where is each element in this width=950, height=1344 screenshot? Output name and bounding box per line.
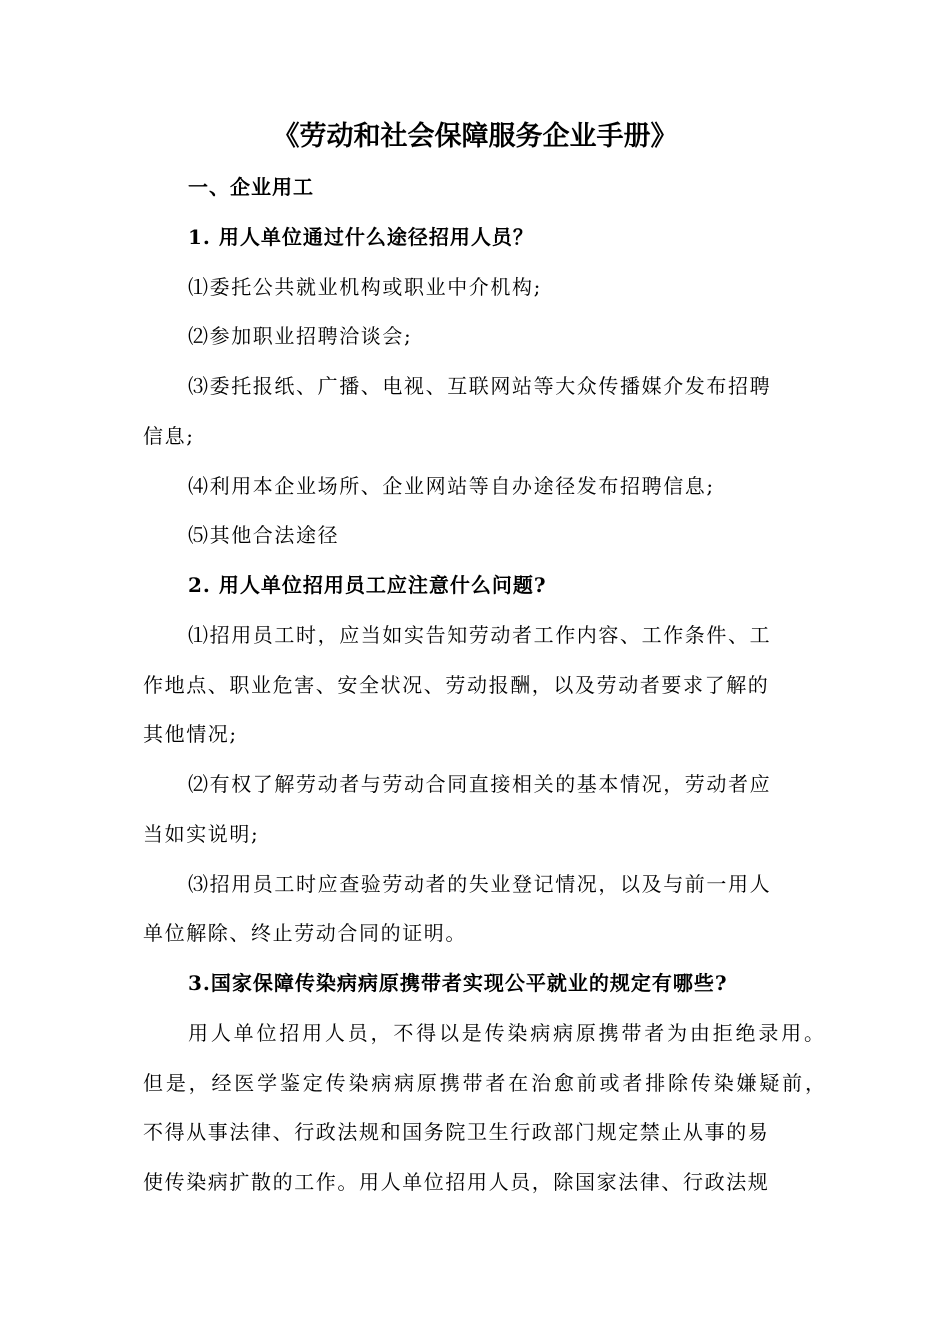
q2-item: ⑵有权了解劳动者与劳动合同直接相关的基本情况，劳动者应	[188, 772, 772, 796]
q1-item: ⑴委托公共就业机构或职业中介机构;	[188, 275, 542, 299]
q3-paragraph-line: 用人单位招用人员，不得以是传染病病原携带者为由拒绝录用。	[188, 1021, 824, 1045]
section-heading: 一、企业用工	[188, 175, 314, 199]
q2-item: ⑴招用员工时，应当如实告知劳动者工作内容、工作条件、工	[188, 623, 772, 647]
q1-item: ⑵参加职业招聘洽谈会;	[188, 324, 413, 348]
q2-item-continuation: 当如实说明;	[143, 822, 260, 846]
q2-item-continuation: 其他情况;	[143, 722, 238, 746]
q1-item: ⑷利用本企业场所、企业网站等自办途径发布招聘信息;	[188, 474, 715, 498]
q3-paragraph-line: 使传染病扩散的工作。用人单位招用人员，除国家法律、行政法规	[143, 1170, 770, 1194]
question-2: 2. 用人单位招用员工应注意什么问题?	[188, 573, 547, 597]
question-3: 3.国家保障传染病病原携带者实现公平就业的规定有哪些?	[188, 971, 728, 995]
q2-item: ⑶招用员工时应查验劳动者的失业登记情况，以及与前一用人	[188, 872, 772, 896]
q3-paragraph-line: 但是，经医学鉴定传染病病原携带者在治愈前或者排除传染嫌疑前，	[143, 1071, 825, 1095]
q1-item: ⑶委托报纸、广播、电视、互联网站等大众传播媒介发布招聘	[188, 374, 772, 398]
question-1: 1. 用人单位通过什么途径招用人员？	[188, 225, 534, 249]
q1-item: ⑸其他合法途径	[188, 523, 340, 547]
q1-item-continuation: 信息;	[143, 424, 195, 448]
q3-paragraph-line: 不得从事法律、行政法规和国务院卫生行政部门规定禁止从事的易	[143, 1120, 770, 1144]
q2-item-continuation: 作地点、职业危害、安全状况、劳动报酬，以及劳动者要求了解的	[143, 673, 770, 697]
document-title: 《劳动和社会保障服务企业手册》	[272, 121, 678, 152]
q2-item-continuation: 单位解除、终止劳动合同的证明。	[143, 921, 467, 945]
